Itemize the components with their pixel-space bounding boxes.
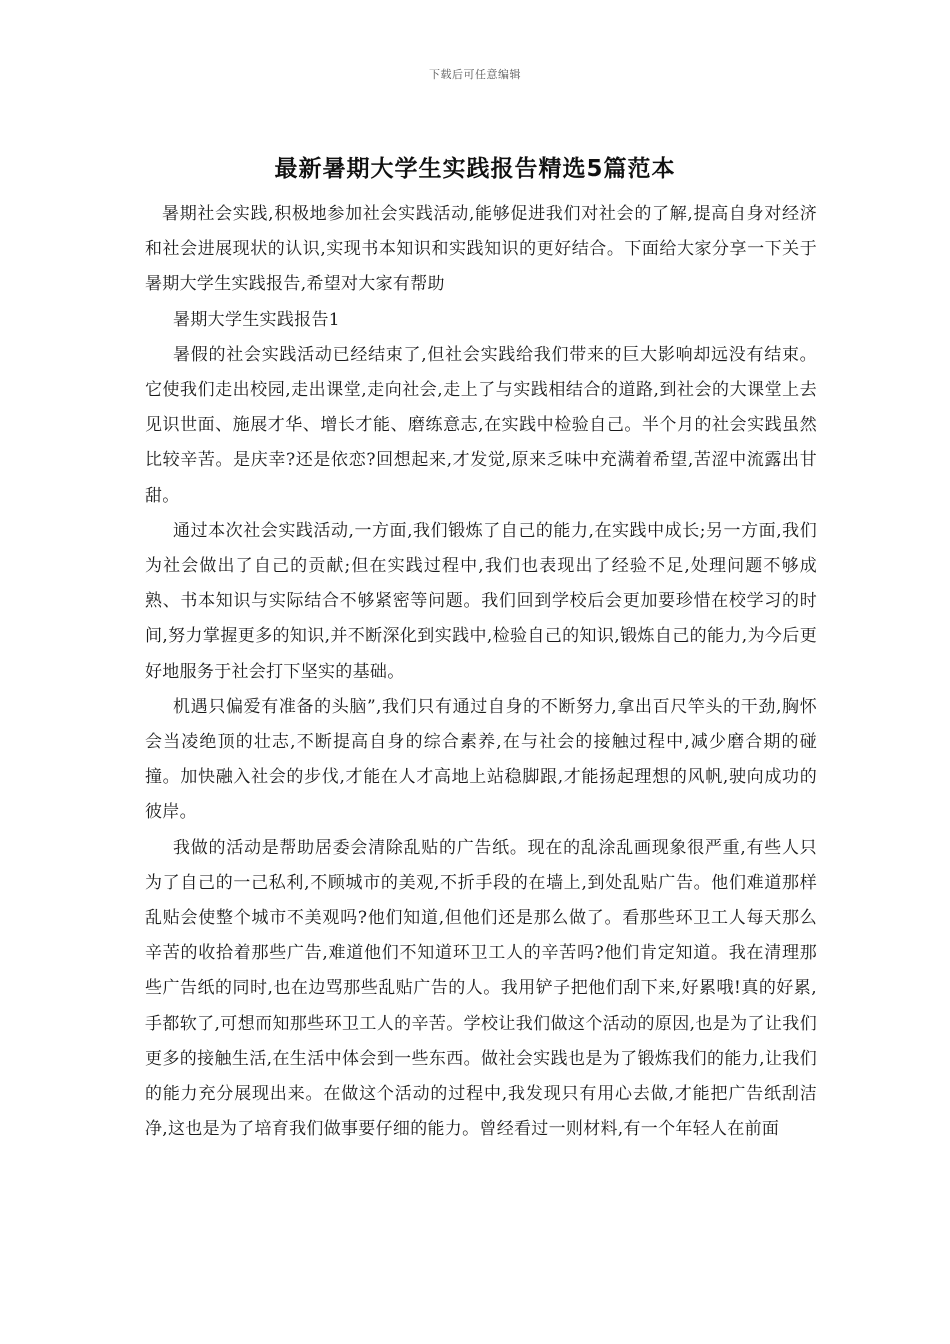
document-body	[145, 197, 817, 1147]
intro-paragraph: 暑期社会实践,积极地参加社会实践活动,能够促进我们对社会的了解,提高自身对经济和社会进展现状的认识,实现书本知识和实践知识的更好结合。下面给大家分享一下关于暑期大学生实践报告,希望对大家有帮助	[145, 204, 817, 295]
section-heading: 暑期大学生实践报告1	[173, 309, 340, 330]
document-title: 最新暑期大学生实践报告精选5篇范本	[274, 156, 676, 182]
header-note: 下载后可任意编辑	[429, 68, 521, 81]
body-paragraph: 我做的活动是帮助居委会清除乱贴的广告纸。现在的乱涂乱画现象很严重,有些人只为了自己的一己私利,不顾城市的美观,不折手段的在墙上,到处乱贴广告。他们难道那样乱贴会使整个城市不美观吗?他们知道,但他们还是那么做了。看那些环卫工人每天那么辛苦的收拾着那些广告,难道他们不知道环卫工人的辛苦吗?他们肯定知道。我在清理那些广告纸的同时,也在边骂那些乱贴广告的人。我用铲子把他们刮下来,好累哦!真的好累,手都软了,可想而知那些环卫工人的辛苦。学校让我们做这个活动的原因,也是为了让我们更多的接触生活,在生活中体会到一些东西。做社会实践也是为了锻炼我们的能力,让我们的能力充分展现出来。在做这个活动的过程中,我发现只有用心去做,才能把广告纸刮洁净,这也是为了培育我们做事要仔细的能力。曾经看过一则材料,有一个年轻人在前面	[145, 837, 817, 1140]
body-paragraph: 暑假的社会实践活动已经结束了,但社会实践给我们带来的巨大影响却远没有结束。它使我们走出校园,走出课堂,走向社会,走上了与实践相结合的道路,到社会的大课堂上去见识世面、施展才华、增长才能、磨练意志,在实践中检验自己。半个月的社会实践虽然比较辛苦。是庆幸?还是依恋?回想起来,才发觉,原来乏味中充满着希望,苦涩中流露出甘甜。	[145, 344, 817, 506]
body-paragraph: 机遇只偏爱有准备的头脑”,我们只有通过自身的不断努力,拿出百尺竿头的干劲,胸怀会当凌绝顶的壮志,不断提高自身的综合素养,在与社会的接触过程中,减少磨合期的碰撞。加快融入社会的步伐,才能在人才高地上站稳脚跟,才能扬起理想的风帆,驶向成功的彼岸。	[145, 696, 817, 823]
body-paragraph: 通过本次社会实践活动,一方面,我们锻炼了自己的能力,在实践中成长;另一方面,我们为社会做出了自己的贡献;但在实践过程中,我们也表现出了经验不足,处理问题不够成熟、书本知识与实际结合不够紧密等问题。我们回到学校后会更加要珍惜在校学习的时间,努力掌握更多的知识,并不断深化到实践中,检验自己的知识,锻炼自己的能力,为今后更好地服务于社会打下坚实的基础。	[145, 520, 817, 682]
